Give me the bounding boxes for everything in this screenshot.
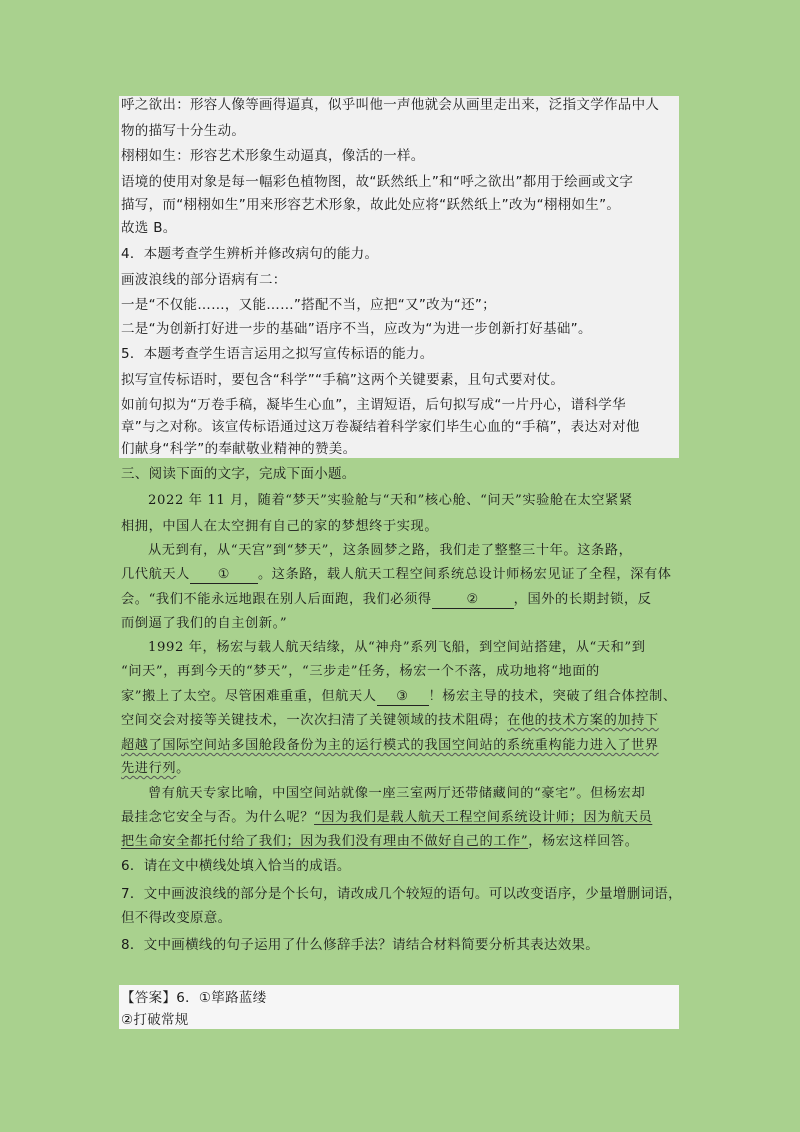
passage-line xyxy=(121,759,190,779)
passage-line: 从无到有，从“天宫”到“梦天”，这条圆梦之路，我们走了整整三十年。这条路， xyxy=(148,543,633,558)
answer-line: 【答案】6．①筚路蓝缕 xyxy=(121,990,267,1006)
blank-2: ② xyxy=(432,592,514,609)
passage-text: 空间交会对接等关键技术，一次次扫清了关键领域的技术阻碍； xyxy=(121,713,508,728)
passage-line: 而倒逼了我们的自主创新。” xyxy=(121,616,288,631)
explanation-line: 故选 B。 xyxy=(121,220,177,236)
passage-line xyxy=(121,565,672,585)
passage-line: 2022 年 11 月，随着“梦天”实验舱与“天和”核心舱、“问天”实验舱在太空紧紧 xyxy=(148,493,633,508)
explanation-line: 语境的使用对象是每一幅彩色植物图，故“跃然纸上”和“呼之欲出”都用于绘画或文字 xyxy=(121,174,634,190)
explanation-line: 如前句拟为“万卷手稿，凝毕生心血”，主谓短语，后句拟写成“一片丹心，谱科学华 xyxy=(121,397,626,413)
wavy-underlined-text: 在他的技术方案的加持下 xyxy=(507,713,659,728)
explanation-line: 描写，而“栩栩如生”用来形容艺术形象，故此处应将“跃然纸上”改为“栩栩如生”。 xyxy=(121,197,621,213)
passage-line: “问天”，再到今天的“梦天”，“三步走”任务，杨宏一个不落，成功地将“地面的 xyxy=(121,664,600,679)
passage-line: 曾有航天专家比喻，中国空间站就像一座三室两厅还带储藏间的“豪宅”。但杨宏却 xyxy=(148,786,646,801)
passage-text: ，国外的长期封锁，反 xyxy=(513,592,652,607)
explanation-line: 画波浪线的部分语病有二： xyxy=(121,272,287,288)
passage-line xyxy=(121,808,652,828)
passage-text: 家”搬上了太空。尽管困难重重，但航天人 xyxy=(121,689,377,704)
passage-text: 。 xyxy=(176,761,190,776)
explanation-line: 栩栩如生：形容艺术形象生动逼真，像活的一样。 xyxy=(121,148,425,164)
section-heading: 三、阅读下面的文字，完成下面小题。 xyxy=(121,466,356,482)
passage-line: 相拥，中国人在太空拥有自己的家的梦想终于实现。 xyxy=(121,519,439,534)
passage-text: 。这条路，载人航天工程空间系统总设计师杨宏见证了全程，深有体 xyxy=(257,567,672,582)
underlined-text: “因为我们是载人航天工程空间系统设计师；因为航天员 xyxy=(314,810,653,825)
question-line: 6．请在文中横线处填入恰当的成语。 xyxy=(121,858,351,874)
passage-text: ！杨宏主导的技术，突破了组合体控制、 xyxy=(428,689,677,704)
explanation-line: 呼之欲出：形容人像等画得逼真，似乎叫他一声他就会从画里走出来，泛指文学作品中人 xyxy=(121,97,660,113)
question-line: 7．文中画波浪线的部分是个长句，请改成几个较短的语句。可以改变语序，少量增删词语， xyxy=(121,886,682,902)
passage-line: 1992 年，杨宏与载人航天结缘，从“神舟”系列飞船，到空间站搭建，从“天和”到 xyxy=(148,640,646,655)
passage-line xyxy=(121,590,652,610)
question-line: 但不得改变原意。 xyxy=(121,910,232,926)
passage-line xyxy=(121,832,639,852)
wavy-underlined-text: 先进行列 xyxy=(121,761,177,776)
passage-text: 几代航天人 xyxy=(121,567,190,582)
question-line: 8．文中画横线的句子运用了什么修辞手法？请结合材料简要分析其表达效果。 xyxy=(121,937,600,953)
passage-line xyxy=(121,736,659,756)
explanation-line: 章”与之对称。该宣传标语通过这万卷凝结着科学家们毕生心血的“手稿”，表达对对他 xyxy=(121,419,640,435)
wavy-underlined-text: 超越了国际空间站多国舱段备份为主的运行模式的我国空间站的系统重构能力进入了世界 xyxy=(121,738,659,753)
underlined-text: 把生命安全都托付给了我们；因为我们没有理由不做好自己的工作” xyxy=(121,834,529,849)
answer-line: ②打破常规 xyxy=(121,1012,189,1028)
explanation-line: 们献身“科学”的奉献敬业精神的赞美。 xyxy=(121,441,357,457)
blank-1: ① xyxy=(190,567,258,584)
explanation-line: 4．本题考查学生辨析并修改病句的能力。 xyxy=(121,246,379,262)
passage-line xyxy=(121,711,659,731)
passage-text: ，杨宏这样回答。 xyxy=(528,834,639,849)
explanation-line: 5．本题考查学生语言运用之拟写宣传标语的能力。 xyxy=(121,346,434,362)
explanation-line: 二是“为创新打好进一步的基础”语序不当，应改为“为进一步创新打好基础”。 xyxy=(121,321,592,337)
explanation-line: 一是“不仅能……，又能……”搭配不当，应把“又”改为“还”； xyxy=(121,297,496,313)
passage-line xyxy=(121,687,677,707)
blank-3: ③ xyxy=(377,689,429,706)
explanation-line: 拟写宣传标语时，要包含“科学”“手稿”这两个关键要素，且句式要对仗。 xyxy=(121,372,565,388)
passage-text: 会。“我们不能永远地跟在别人后面跑，我们必须得 xyxy=(121,592,432,607)
passage-text: 最挂念它安全与否。为什么呢？ xyxy=(121,810,315,825)
explanation-line: 物的描写十分生动。 xyxy=(121,123,246,139)
